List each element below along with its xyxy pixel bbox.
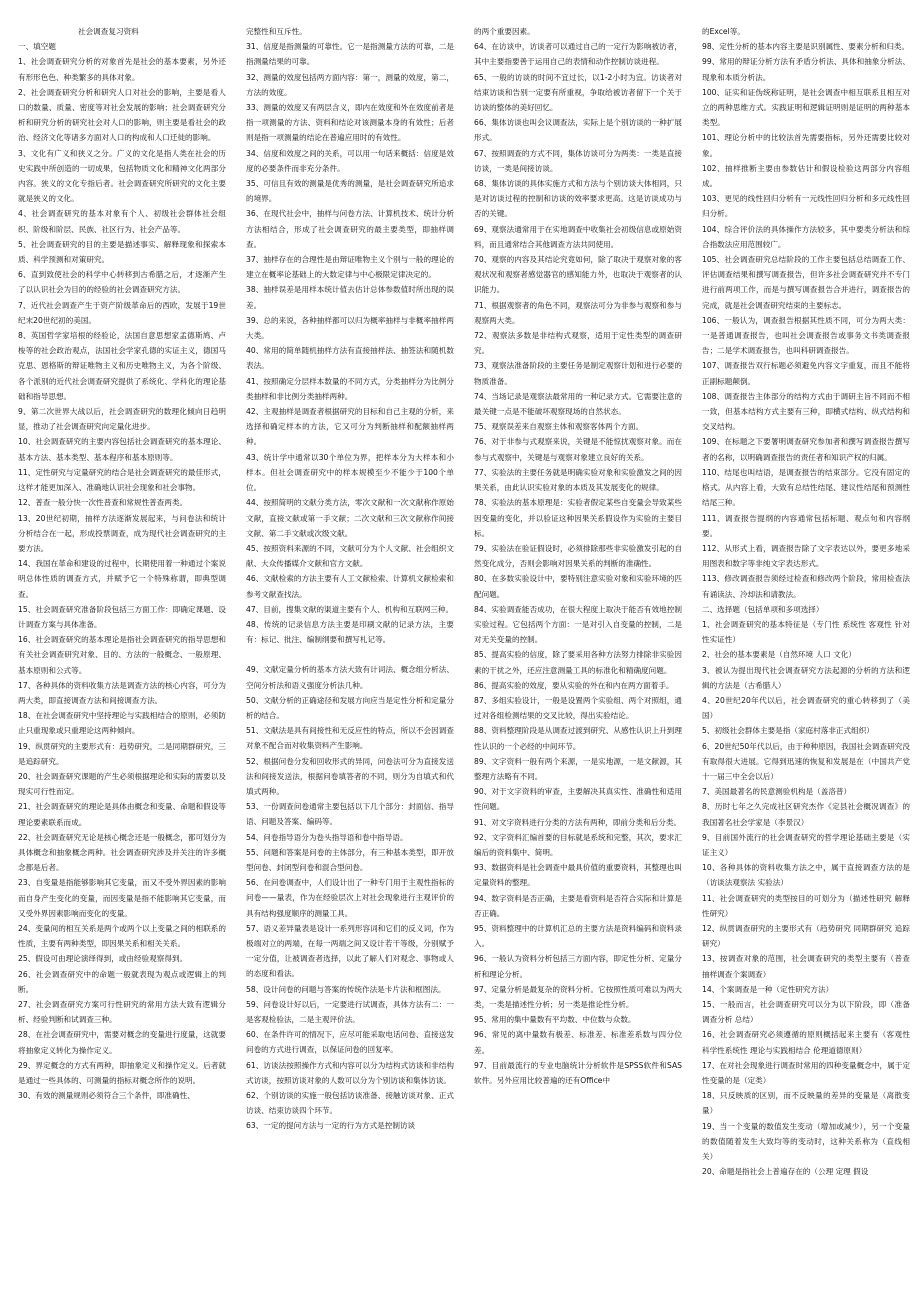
paragraph: 74、当场记录是观察法最常用的一种记录方式。它需要注意的最关键一点是不能破坏观察现场的自然状态。 xyxy=(474,391,682,417)
paragraph: 19、当一个变量的数值发生变动（增加或减少），另一个变量的数值随着发生大致均等的变动时，这种关系称为（直线相关） xyxy=(702,1121,910,1162)
paragraph: 6、直到致使社会的科学中心转移到古希腊之后，才逐渐产生了以认识社会为目的的经验的社会调查研究方法。 xyxy=(18,270,226,295)
paragraph: 22、社会调查研究无论是核心概念还是一般概念，都可划分为具体概念和抽象概念两种。社会调查研究涉及并关注的许多概念都是后者。 xyxy=(18,832,226,873)
paragraph: 89、文字资料一般有两个来源，一是实地源，一是文献源，其整理方法略有不同。 xyxy=(474,756,682,781)
paragraph: 54、问卷指导语分为卷头指导语和卷中指导语。 xyxy=(246,832,408,842)
paragraph: 79、实验法在验证假设时，必须排除那些非实验激发引起的自然变化成分，否则会影响对因果关系的判断的准确性。 xyxy=(474,543,682,569)
paragraph: 45、按照资料来源的不同，文献可分为个人文献、社会组织文献、大众传播媒介文献和官方文献。 xyxy=(246,543,454,569)
paragraph: 14、个案调查是一种（定性研究方法） xyxy=(702,984,834,994)
paragraph: 7、美国最著名的民意测验机构是（盖洛普） xyxy=(702,787,852,797)
paragraph: 38、抽样误差是用样本统计值去估计总体参数值时所出现的误差。 xyxy=(246,285,454,310)
paragraph: 88、资料整理阶段是从调查过渡到研究、从感性认识上升到理性认识的一个必经的中间环节。 xyxy=(474,726,682,751)
paragraph: 112、从形式上看，调查报告除了文字表达以外，要更多地采用图表和数字等非纯文字表达形式。 xyxy=(702,543,910,569)
paragraph: 2、社会调查研究分析和研究人口对社会的影响，主要是看人口的数量、质量、密度等对社会发展的影响；社会调查研究分析和研究分析的研究社会对人口的影响，则主要是看社会的政治、经济文化等诸多方面对人口的构成和人口迁徙的影响。 xyxy=(18,87,226,143)
paragraph: 17、各种具体的资料收集方法是调查方法的核心内容，可分为两大类，即直接调查方法和间接调查方法。 xyxy=(18,680,226,705)
paragraph: 11、社会调查研究的类型按目的可划分为（描述性研究 解释性研究） xyxy=(702,893,910,918)
paragraph: 102、抽样推断主要由参数估计和假设检验这两部分内容组成。 xyxy=(702,163,910,189)
paragraph: 17、在对社会现象进行调查时常用的四种变量概念中，属于定性变量的是（定类） xyxy=(702,1060,910,1086)
paragraph: 95、资料整理中的计算机汇总的主要方法是资料编码和资料录入。 xyxy=(474,923,682,949)
paragraph: 32、测量的效度包括两方面内容：第一，测量的效度，第二，方法的效度。 xyxy=(246,72,454,97)
paragraph: 96、常见的离中量数有极差、标准差、标准差系数与四分位差。 xyxy=(474,1030,682,1055)
paragraph: 87、多组实验设计，一般是设置两个实验组、两个对照组，通过对各组检测结果的交叉比较，得出实验结论。 xyxy=(474,695,682,721)
paragraph: 12、普查一般分快一次性普查和常规性普查两类。 xyxy=(18,498,188,508)
paragraph: 90、对于文字资料的审查，主要解决其真实性、准确性和适用性问题。 xyxy=(474,787,682,812)
paragraph: 105、社会调查研究总结阶段的工作主要包括总结调查工作、评估调查结果和撰写调查报告，但许多社会调查研究并不专门进行前两项工作，而是与撰写调查报告合并进行，调查报告的完成，就是社会调查研究结束的主要标志。 xyxy=(702,255,910,310)
paragraph: 29、界定概念的方式有两种，即抽象定义和操作定义。后者就是通过一些具体的、可测量的指标对概念所作的说明。 xyxy=(18,1060,226,1086)
paragraph: 13、按调查对象的范围，社会调查研究的类型主要有（普查 抽样调查个案调查） xyxy=(702,954,910,979)
paragraph: 40、常用的简单随机抽样方法有直接抽样法、抽签法和随机数表法。 xyxy=(246,346,454,371)
paragraph: 62、个别访谈的实施一般包括访谈准备、接触访谈对象、正式访谈、结束访谈四个环节。 xyxy=(246,1091,454,1116)
paragraph: 66、集体访谈也叫会议调查法，实际上是个别访谈的一种扩展形式。 xyxy=(474,118,682,143)
paragraph: 24、变量间的相互关系是两个或两个以上变量之间的相联系的性质，主要有两种类型，即因果关系和相关关系。 xyxy=(18,923,226,949)
paragraph: 67、按照调查的方式不同，集体访谈可分为两类：一类是直接访谈，一类是间接访谈。 xyxy=(474,148,682,173)
paragraph: 91、对文字资料进行分类的方法有两种，即前分类和后分类。 xyxy=(474,817,682,827)
paragraph: 111、调查报告提纲的内容通常包括标题、观点句和内容纲要。 xyxy=(702,513,910,538)
paragraph: 6、20世纪50年代以后，由于种种原因，我国社会调查研究没有取得很大进展。它得到迅速的恢复和发展是在（中国共产党十一届三中全会以后） xyxy=(702,741,910,781)
paragraph: 7、近代社会调查产生于资产阶级革命后的西欧，发展于19世纪末20世纪初的美国。 xyxy=(18,300,226,325)
paragraph: 20、社会调查研究课题的产生必须根据理论和实际的需要以及现实可行性而定。 xyxy=(18,771,226,797)
paragraph: 一、填空题 xyxy=(18,42,56,52)
paragraph: 77、实验法的主要任务就是明确实验对象和实验激发之间的因果关系，由此认识实验对象的本质及其发展变化的规律。 xyxy=(474,467,682,493)
paragraph: 14、我国在革命和建设的过程中，长期使用着一种通过个案说明总体性质的调查方式，并赋予它一个特殊称谓，即典型调查。 xyxy=(18,559,226,599)
paragraph: 1、社会调查研究分析的对象首先是社会的基本要素，另外还有形形色色、种类繁多的具体对象。 xyxy=(18,57,226,82)
paragraph: 78、实验法的基本原理是：实验者假定某些自变量会导致某些因变量的变化，并以验证这种因果关系假设作为实验的主要目标。 xyxy=(474,498,682,538)
paragraph: 26、社会调查研究中的命题一般就表现为观点或逻辑上的判断。 xyxy=(18,969,226,994)
paragraph: 99、常用的辩证分析方法有矛盾分析法、具体和抽象分析法、现象和本质分析法。 xyxy=(702,57,910,82)
paragraph: 108、调查报告主体部分的结构方式由于调研主旨不同而不相一致，但基本结构方式主要有三种，即横式结构、纵式结构和交叉结构。 xyxy=(702,391,910,432)
paragraph: 97、目前最流行的专业电脑统计分析软件是SPSS软件和SAS软件。另外应用比较普遍的还有Office中 xyxy=(474,1060,682,1086)
paragraph: 16、社会调查研究的基本理论是指社会调查研究的指导思想和有关社会调查研究对象、目的、方法的一般概念、一般原理、基本原则和公式等。 xyxy=(18,635,226,675)
paragraph: 2、社会的基本要素是（自然环境 人口 文化） xyxy=(702,650,856,660)
paragraph: 9、第二次世界大战以后，社会调查研究的数理化倾向日趋明显，推动了社会调查研究向定量化进步。 xyxy=(18,407,226,432)
paragraph: 37、抽样存在的合理性是由辩证唯物主义个别与一般的理论的建立在概率论基础上的大数定律与中心极限定律决定的。 xyxy=(246,255,454,280)
paragraph: 8、英国哲学家培根的经验论，法国自意思想家孟德斯鸠、卢梭等的社会政治观点，法国社会学家孔德的实证主义，德国马克思、恩格斯的辩证唯物主义和历史唯物主义，为各个阶级、各个派别的近代社会调查研究提供了系统化、学科化的理论基础和指导思想。 xyxy=(18,331,226,401)
text-column-4 xyxy=(702,24,910,1298)
paragraph: 23、自变量是指能够影响其它变量，而又不受外界因素的影响而自身产生变化的变量，而因变量是指不能影响其它变量，而又受外界因素影响而变化的变量。 xyxy=(18,878,226,918)
paragraph: 84、实验调查能否成功，在很大程度上取决于能否有效地控制实验过程。它包括两个方面：一是对引入自变量的控制，二是对无关变量的控制。 xyxy=(474,604,682,645)
paragraph: 92、文字资料汇编首要的目标就是系统和完整，其次，要求汇编后的资料集中、简明。 xyxy=(474,832,682,857)
paragraph: 98、定性分析的基本内容主要是识别属性、要素分析和归类。 xyxy=(702,42,910,52)
paragraph: 58、设计问卷的问题与答案的传统作法是卡片法和框图法。 xyxy=(246,984,446,994)
paragraph: 97、定量分析是最复杂的资料分析。它按照性质可难以为两大类，一类是描述性分析；另一类是推论性分析。 xyxy=(474,984,682,1009)
paragraph: 49、文献定量分析的基本方法大致有计词法、概念组分析法、空间分析法和语义强度分析法几种。 xyxy=(246,665,454,690)
paragraph: 36、在现代社会中，抽样与问卷方法、计算机技术、统计分析方法相结合，形成了社会调查研究的最主要类型，即抽样调查。 xyxy=(246,209,454,249)
paragraph: 65、一般的访谈的时间不宜过长，以1-2小时为宜。访谈者对结束访谈和告别一定要有所重视，争取给被访者留下一个关于访谈的整体的美好回忆。 xyxy=(474,72,682,113)
paragraph: 的两个重要因素。 xyxy=(474,27,535,36)
paragraph: 5、初级社会群体主要是指（家庭村落非正式组织） xyxy=(702,726,874,736)
paragraph: 73、观察法准备阶段的主要任务是制定观察计划和进行必要的物质准备。 xyxy=(474,361,682,386)
paragraph: 41、按照确定分层样本数量的不同方式，分类抽样分为比例分类抽样和非比例分类抽样两种。 xyxy=(246,376,454,401)
paragraph: 39、总的来说，各种抽样都可以归为概率抽样与非概率抽样两大类。 xyxy=(246,315,454,341)
paragraph: 104、综合评价法的具体操作方法较多，其中要类分析法和综合指数法应用范围较广。 xyxy=(702,224,910,249)
paragraph-gap xyxy=(246,647,454,662)
paragraph: 18、只反映质的区别，而不反映量的差异的变量是（离散变量） xyxy=(702,1091,910,1116)
paragraph: 10、社会调查研究的主要内容包括社会调查研究的基本理论、基本方法、基本类型、基本程序和基本原则等。 xyxy=(18,437,226,462)
document-title: 社会调查复习资料 xyxy=(78,27,139,36)
paragraph: 61、访谈法按照操作方式和内容可以分为结构式访谈和非结构式访谈，按照访谈对象的人数可以分为个别访谈和集体访谈。 xyxy=(246,1060,454,1085)
paragraph: 完整性和互斥性。 xyxy=(246,27,307,36)
paragraph: 109、在标题之下要署明调查研究参加者和撰写调查报告撰写者的名称，以明确调查报告的责任者和知识产权的归属。 xyxy=(702,437,910,462)
paragraph: 101、理论分析中的比较法首先需要指标，另外还需要比较对象。 xyxy=(702,133,910,158)
paragraph: 103、更见的线性回归分析有一元线性回归分析和多元线性回归分析。 xyxy=(702,194,910,219)
paragraph: 57、语义差异量表是设计一系列形容词和它们的反义词，作为极端对立的两端，在每一两端之间又设计若干等级，分别赋予一定分值，让被调查者选择，以此了解人们对观念、事物或人的态度和看法。 xyxy=(246,923,454,979)
paragraph: 68、集体访谈的具体实施方式和方法与个别访谈大体相同，只是对访谈过程的控制和访谈的效率要求更高。这是访谈成功与否的关键。 xyxy=(474,179,682,219)
paragraph: 11、定性研究与定量研究的结合是社会调查研究的最佳形式，这样才能更加深入、准确地认识社会现象和社会事物。 xyxy=(18,467,226,493)
paragraph: 86、提高实验的效度，要从实验的外在和内在两方面着手。 xyxy=(474,680,674,690)
paragraph: 10、各种具体的资料收集方法之中，属于直接调查方法的是（访谈法观察法 实验法） xyxy=(702,863,910,888)
paragraph: 15、一般而言，社会调查研究可以分为以下阶段，即（准备 调查分析 总结） xyxy=(702,1000,910,1025)
paragraph: 31、信度是指测量的可靠性。它一是指测量方法的可靠，二是指测量结果的可靠。 xyxy=(246,42,454,67)
paragraph: 55、问题和答案是问卷的主体部分，有三种基本类型，即开放型问卷、封闭型问卷和混合型问卷。 xyxy=(246,847,454,872)
paragraph: 二、选择题（包括单项和多项选择） xyxy=(702,604,824,614)
paragraph: 4、20世纪20年代以后，社会调查研究的重心转移到了（美国） xyxy=(702,695,910,721)
paragraph: 1、社会调查研究的基本特征是（专门性 系统性 客观性 针对性实证性） xyxy=(702,619,910,645)
text-column-2 xyxy=(246,24,454,1298)
paragraph: 75、观察误差来自观察主体和观察客体两个方面。 xyxy=(474,422,644,432)
paragraph: 53、一份调查问卷通常主要包括以下几个部分：封面信、指导语、问题及答案、编码等。 xyxy=(246,802,454,827)
paragraph: 9、目前国外流行的社会调查研究的哲学理论基础主要是（实证主义） xyxy=(702,832,910,857)
paragraph: 35、可信且有效的测量是优秀的测量，是社会调查研究所追求的境界。 xyxy=(246,179,454,204)
paragraph: 46、文献检索的方法主要有人工文献检索、计算机文献检索和参考文献查找法。 xyxy=(246,574,454,599)
paragraph: 51、文献法是具有间接性和无反应性的特点，所以不会因调查对象不配合而对收集资料产生影响。 xyxy=(246,726,454,751)
text-column-3 xyxy=(474,24,682,1298)
paragraph: 43、统计学中通常以30个单位为界，把样本分为大样本和小样本。但社会调查研究中的样本规模至少不能少于100个单位。 xyxy=(246,452,454,493)
paragraph: 76、对于非参与式观察来说，关键是不能惊扰观察对象。而在参与式观察中，关键是与观察对象建立良好的关系。 xyxy=(474,437,682,462)
paragraph: 72、观察法多数是非结构式观察，适用于定性类型的调查研究。 xyxy=(474,331,682,356)
paragraph: 21、社会调查研究的理论是具体由概念和变量、命题和假设等理论要素联系而成。 xyxy=(18,802,226,827)
paragraph: 3、被认为提出现代社会调查研究方法起源的分析的方法和逻辑的方法是（古希腊人） xyxy=(702,665,910,690)
paragraph: 3、文化有广义和狭义之分。广义的文化是指人类在社会的历史实践中所创造的一切成果，包括物质文化和精神文化两部分内容。狭义的文化专指后者。社会调查研究所研究的文化主要就是狭义的文化。 xyxy=(18,148,226,204)
paragraph: 94、数字资料是否正确，主要是看资料是否符合实际和计算是否正确。 xyxy=(474,893,682,918)
paragraph: 的Excel等。 xyxy=(702,27,745,36)
paragraph: 52、根据问卷分发和回收形式的异同，问卷法可分为直接发送法和间接发送法，根据问卷填答者的不同，则分为自填式和代填式两种。 xyxy=(246,756,454,796)
paragraph: 42、主观抽样是调查者根据研究的目标和自己主观的分析，来选择和确定样本的方法，它又可分为判断抽样和配额抽样两种。 xyxy=(246,407,454,447)
paragraph: 18、在社会调查研究中坚持理论与实践相结合的原则，必须防止只重现象或只重理论这两种倾向。 xyxy=(18,711,226,736)
paragraph: 95、常用的集中量数有平均数、中位数与众数。 xyxy=(474,1015,636,1025)
paragraph: 80、在多数实验设计中，要特别注意实验对象和实验环境的匹配问题。 xyxy=(474,574,682,599)
paragraph: 20、命题是指社会上普遍存在的（公理 定理 假设 xyxy=(702,1167,869,1177)
paragraph: 69、观察法通常用于在实地调查中收集社会初级信息或原始资料，而且通常结合其他调查方法共同使用。 xyxy=(474,224,682,249)
paragraph: 60、在条件许可的情况下，应尽可能采取电话问卷、直接送发问卷的方式进行调查，以保证问卷的回复率。 xyxy=(246,1030,454,1055)
paragraph: 110、结尾也叫结语，是调查报告的结束部分。它没有固定的格式。从内容上看，大致有总结性结尾、建议性结尾和预测性结尾三种。 xyxy=(702,467,910,508)
paragraph: 15、社会调查研究准备阶段包括三方面工作：即确定课题、设计调查方案与具体准备。 xyxy=(18,604,226,629)
paragraph: 5、社会调查研究的目的主要是描述事实、解释现象和探索本质、科学预测和对策研究。 xyxy=(18,239,226,265)
paragraph: 107、调查报告双行标题必须避免内容文字重复，而且不能将正副标题颠倒。 xyxy=(702,361,910,386)
paragraph: 33、测量的效度又有两层含义，即内在效度和外在效度前者是指一项测量的方法、资料和结论对该测量本身的有效性；后者则是指一项测量的结论在普遍应用时的有效性。 xyxy=(246,103,454,143)
paragraph: 25、假设可由理论演绎得到，或由经验观察得到。 xyxy=(18,954,188,964)
paragraph: 96、一般认为资料分析包括三方面内容，即定性分析、定量分析和理论分析。 xyxy=(474,954,682,979)
paragraph: 56、在问卷调查中，人们设计出了一种专门用于主观性指标的问卷——量表，作为在经验层次上对社会现象进行主观评价的具有结构强度顺序的测量工具。 xyxy=(246,878,454,918)
paragraph: 27、社会调查研究方案可行性研究的常用方法大致有逻辑分析、经验判断和试调查三种。 xyxy=(18,1000,226,1025)
paragraph: 93、数据资料是社会调查中最具价值的重要资料，其整理也叫定量资料的整理。 xyxy=(474,863,682,888)
paragraph: 16、社会调查研究必须遵循的原则概括起来主要有（客观性 科学性系统性 理论与实践相结合 伦理道德原则） xyxy=(702,1030,910,1055)
paragraph: 63、一定的提问方法与一定的行为方式是控制访谈 xyxy=(246,1121,416,1131)
paragraph: 113、修改调查报告须经过检查和修改两个阶段，常用检查法有诵读法、冷却法和请教法。 xyxy=(702,574,910,599)
paragraph: 50、文献分析的正确途径和发展方向应当是定性分析和定量分析的结合。 xyxy=(246,695,454,720)
paragraph: 47、目前，搜集文献的渠道主要有个人、机构和互联网三种。 xyxy=(246,604,454,614)
paragraph: 48、传统的记录信息方法主要是印刷文献的记录方法，主要有：标记、批注、编制纲要和撰写札记等。 xyxy=(246,619,454,645)
paragraph: 70、观察的内容及其结论究竟如何，除了取决于观察对象的客观状况和观察者感觉器官的感知能力外，也取决于观察者的认识能力。 xyxy=(474,255,682,295)
paragraph: 64、在访谈中，访谈者可以通过自己的一定行为影响被访者，其中主要指要善于运用自己的表情和动作控制访谈进程。 xyxy=(474,42,682,67)
paragraph: 19、纵贯研究的主要形式有：趋势研究，二是同期群研究，三是追踪研究。 xyxy=(18,741,226,766)
paragraph: 8、历时七年之久完成社区研究杰作《定县社会概况调查》的我国著名社会学家是（李景汉） xyxy=(702,802,910,827)
paragraph: 34、信度和效度之间的关系，可以用一句话来概括：信度是效度的必要条件而非充分条件。 xyxy=(246,148,454,173)
paragraph: 44、按照简明的文献分类方法，零次文献和一次文献称作原始文献，直接文献或第一手文献；二次文献和三次文献称作间接文献、第二手文献或次级文献。 xyxy=(246,498,454,538)
paragraph: 28、在社会调查研究中，需要对概念的变量进行度量，这就要将抽象定义转化为操作定义。 xyxy=(18,1030,226,1055)
text-column-1 xyxy=(18,24,226,1298)
paragraph: 30、有效的测量规则必须符合三个条件，即准确性、 xyxy=(18,1091,195,1101)
paragraph: 106、一般认为，调查报告根据其性质不同，可分为两大类：一是普通调查报告，也叫社会调查报告或事务文书类调查报告；二是学术调查报告，也叫科研调查报告。 xyxy=(702,315,910,356)
paragraph: 85、提高实验的信度，除了要采用各种方法努力排除非实验因素的干扰之外，还应注意测量工具的标准化和精确度问题。 xyxy=(474,650,682,675)
paragraph: 4、社会调查研究的基本对象有个人、初级社会群体社会组织、阶级和阶层、民族、社区行为、社会产品等。 xyxy=(18,209,226,234)
paragraph: 12、纵贯调查研究的主要形式有（趋势研究 同期群研究 追踪研究） xyxy=(702,923,910,949)
paragraph: 59、问卷设计好以后，一定要进行试调查，具体方法有二：一是客观检验法，二是主观评价法。 xyxy=(246,999,454,1024)
paragraph: 71、根据观察者的角色不同，观察法可分为非参与观察和参与观察两大类。 xyxy=(474,300,682,325)
paragraph: 100、证实和证伪统称证明，是社会调查中相互联系且相互对立的两种思维方式。实践证明和逻辑证明则是证明的两种基本类型。 xyxy=(702,87,910,128)
paragraph: 13、20世纪初期，抽样方法逐渐发展起来，与问卷法和统计分析结合在一起，形成投票调查，成为现代社会调查研究的主要方法。 xyxy=(18,513,226,553)
